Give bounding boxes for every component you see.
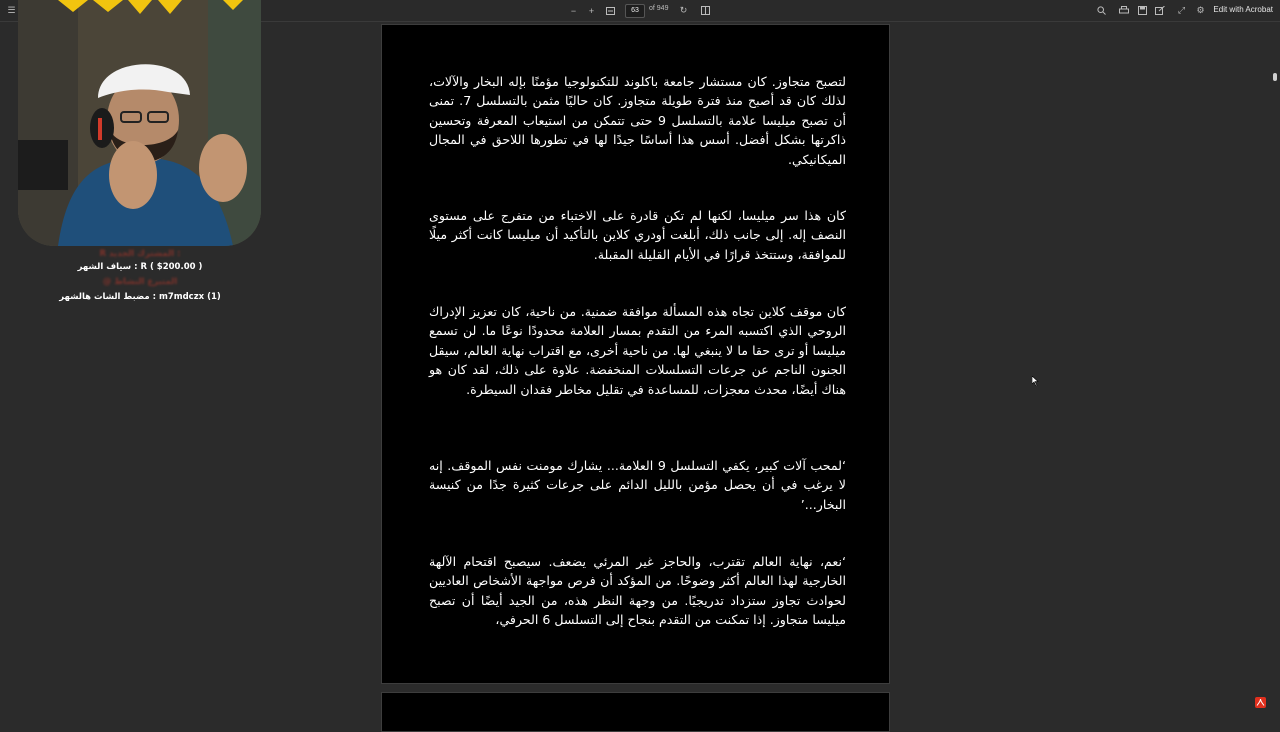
edit-with-acrobat-button[interactable]: Edit with Acrobat: [1213, 5, 1273, 14]
pdf-page: [381, 24, 890, 684]
zoom-out-icon[interactable]: −: [570, 5, 577, 16]
zoom-in-icon[interactable]: +: [588, 5, 595, 16]
edit-pen-icon[interactable]: [1153, 4, 1166, 17]
scrollbar-thumb[interactable]: [1273, 73, 1277, 81]
paragraph-4: ‘لمحب آلات كبير، يكفي التسلسل 9 العلامة... يشارك مومنت نفس الموقف. إنه لا يرغب في أن يحصل مؤمن بالليل الدائم على جرعات كثيرة جدًا من كنيسة البخار...’: [429, 458, 847, 512]
paragraph-5: ‘نعم، نهاية العالم تقترب، والحاجز غير المرئي يضعف. سيصبح اقتحام الآلهة الخارجية لهذا العالم أكثر وضوحًا. من المؤكد أن فرص مواجهة الأشخاص العاديين لحوادث تجاوز ستزداد تدريجيًا. من وجهة النظر هذه، من الجيد أيضًا أن تصبح ميليسا متجاوز. إذا تمكنت من التقدم بنجاح إلى التسلسل 6 الحرفي،: [429, 554, 846, 628]
overlay-blurred-1: R المشترك الجديد :: [99, 249, 181, 259]
settings-icon[interactable]: ⚙: [1196, 5, 1205, 15]
paragraph-1: لتصبح متجاوز. كان مستشار جامعة باكلوند للتكنولوجيا مؤمنًا بإله البخار والآلات، لذلك كان قد أصبح منذ فترة طويلة متجاوز. كان حاليًا مثمن بالتسلسل 7. تمنى أن تصبح ميليسا علامة بالتسلسل 9 حتى تتمكن من استيعاب المعرفة وتحسين ذاكرتها بشكل أفضل. أسس هذا أساسًا جيدًا لها في تطورها اللاحق في المجال الميكانيكي.: [429, 74, 847, 167]
fit-page-icon[interactable]: [604, 4, 617, 17]
overlay-chat-moderator: m7mdczx (1) : مضبط الشات هالشهر: [59, 292, 221, 302]
overlay-top-donor: R ( $200.00 ) : سياف الشهر: [77, 262, 203, 272]
paragraph-3: كان موقف كلاين تجاه هذه المسألة موافقة ضمنية. من ناحية، كان تعزيز الإدراك الروحي الذي اكتسبه المرء من التقدم بمسار العلامة محدودًا نوعًا ما. لن تسمع ميليسا أو ترى حقا ما لا ينبغي لها. من ناحية أخرى، مع اقتراب نهاية العالم، سيقل الجنون الناجم عن جرعات التسلسلات المنخفضة. علاوة على ذلك، لقد كان هو هناك أيضًا، محدث معجزات، للمساعدة في تقليل مخاطر فقدان السيطرة.: [429, 304, 846, 397]
overlay-blurred-2: @ المتبرع النشاط: [102, 277, 178, 287]
streamer-webcam: [18, 0, 261, 246]
page-number-input[interactable]: 63: [625, 4, 645, 18]
print-icon[interactable]: [1117, 4, 1130, 17]
acrobat-logo-icon: [1255, 693, 1266, 704]
fullscreen-icon[interactable]: ⤢: [1177, 5, 1186, 15]
pdf-next-page: [381, 692, 890, 732]
mouse-cursor-icon: [1032, 371, 1039, 390]
rotate-icon[interactable]: ↻: [679, 5, 688, 15]
search-icon[interactable]: [1095, 4, 1108, 17]
page-view-icon[interactable]: [699, 4, 712, 17]
paragraph-2: كان هذا سر ميليسا، لكنها لم تكن قادرة على الاختباء من متفرج على مستوى النصف إله. إلى جانب ذلك، أبلغت أودري كلاين بالتأكيد أن ميليسا كانت أكثر ميلًا للموافقة، وستتخذ قرارًا في الأيام القليلة المقبلة.: [429, 208, 846, 262]
save-icon[interactable]: [1136, 4, 1149, 17]
sidebar-menu-icon[interactable]: ☰: [7, 5, 16, 15]
page-total-label: of 949: [649, 5, 669, 12]
